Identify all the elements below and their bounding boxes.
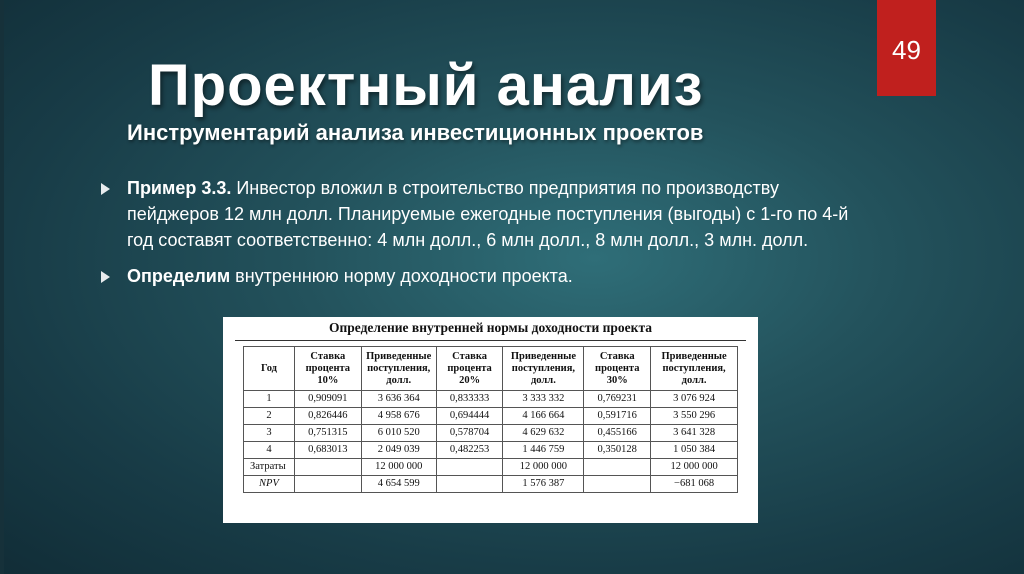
table-row-npv: [244, 476, 738, 493]
table-cell: 0,751315: [294, 425, 361, 442]
table-cell: 0,455166: [584, 425, 651, 442]
header-pv-20: Приведенные поступления, долл.: [503, 347, 584, 391]
table-cell: 12 000 000: [361, 459, 436, 476]
irr-table-image: [223, 317, 758, 523]
table-cell: 2 049 039: [361, 442, 436, 459]
slide-subtitle: Инструментарий анализа инвестиционных проектов: [127, 120, 704, 145]
page-number-badge: [877, 0, 936, 96]
table-caption: Определение внутренней нормы доходности проекта: [329, 320, 652, 335]
table-cell: 0,683013: [294, 442, 361, 459]
table-header-row: [244, 347, 738, 391]
bullet-lead: Определим: [127, 266, 231, 286]
table-row: [244, 408, 738, 425]
header-rate-20: Ставка процента 20%: [436, 347, 503, 391]
table-cell: Затраты: [244, 459, 295, 476]
table-cell: −681 068: [651, 476, 738, 493]
table-cell: 12 000 000: [503, 459, 584, 476]
bullet-lead: Пример 3.3.: [127, 178, 232, 198]
table-cell: 3 076 924: [651, 391, 738, 408]
bullet-arrow-icon: [101, 183, 110, 195]
bullet-item-determine: [101, 263, 861, 289]
table-cell: [584, 459, 651, 476]
table-cell: 4 166 664: [503, 408, 584, 425]
table-row-costs: [244, 459, 738, 476]
header-year: Год: [244, 347, 295, 391]
left-accent-bar: [0, 0, 4, 574]
table-cell: [436, 459, 503, 476]
table-cell: 0,591716: [584, 408, 651, 425]
table-cell: 0,909091: [294, 391, 361, 408]
header-pv-30: Приведенные поступления, долл.: [651, 347, 738, 391]
table-cell: 3 550 296: [651, 408, 738, 425]
table-cell: 0,769231: [584, 391, 651, 408]
table-cell: 1 050 384: [651, 442, 738, 459]
table-cell: [584, 476, 651, 493]
table-cell: 3: [244, 425, 295, 442]
bullet-list: [101, 175, 861, 299]
table-row: [244, 391, 738, 408]
bullet-item-example: [101, 175, 861, 253]
header-pv-10: Приведенные поступления, долл.: [361, 347, 436, 391]
table-cell: 0,350128: [584, 442, 651, 459]
table-cell: NPV: [244, 476, 295, 493]
table-cell: [294, 476, 361, 493]
bullet-text: внутреннюю норму доходности проекта.: [230, 266, 573, 286]
slide-title: Проектный анализ: [148, 53, 704, 118]
table-cell: 4 958 676: [361, 408, 436, 425]
header-rate-30: Ставка процента 30%: [584, 347, 651, 391]
table-cell: 4: [244, 442, 295, 459]
table-cell: [294, 459, 361, 476]
table-cell: 0,694444: [436, 408, 503, 425]
bullet-arrow-icon: [101, 271, 110, 283]
table-cell: 3 636 364: [361, 391, 436, 408]
page-number: 49: [892, 34, 921, 65]
table-cell: 3 333 332: [503, 391, 584, 408]
irr-table: [243, 346, 738, 493]
header-rate-10: Ставка процента 10%: [294, 347, 361, 391]
bullet-text: Инвестор вложил в строительство предприятия по производству пейджеров 12 млн долл. Планируемые ежегодные поступления (выгоды) с 1-го по 4-й год составят соответственно: 4 млн долл., 6 млн долл., 8 млн долл., 3 млн. долл.: [127, 178, 849, 250]
table-cell: 6 010 520: [361, 425, 436, 442]
table-row: [244, 425, 738, 442]
table-cell: 0,578704: [436, 425, 503, 442]
table-cell: 1 446 759: [503, 442, 584, 459]
table-cell: 2: [244, 408, 295, 425]
table-cell: 1 576 387: [503, 476, 584, 493]
table-cell: 0,482253: [436, 442, 503, 459]
table-cell: 4 654 599: [361, 476, 436, 493]
table-cell: 4 629 632: [503, 425, 584, 442]
table-caption-divider: [235, 340, 746, 341]
table-cell: 0,833333: [436, 391, 503, 408]
table-row: [244, 442, 738, 459]
table-cell: 3 641 328: [651, 425, 738, 442]
table-cell: 1: [244, 391, 295, 408]
table-cell: [436, 476, 503, 493]
table-cell: 0,826446: [294, 408, 361, 425]
table-cell: 12 000 000: [651, 459, 738, 476]
